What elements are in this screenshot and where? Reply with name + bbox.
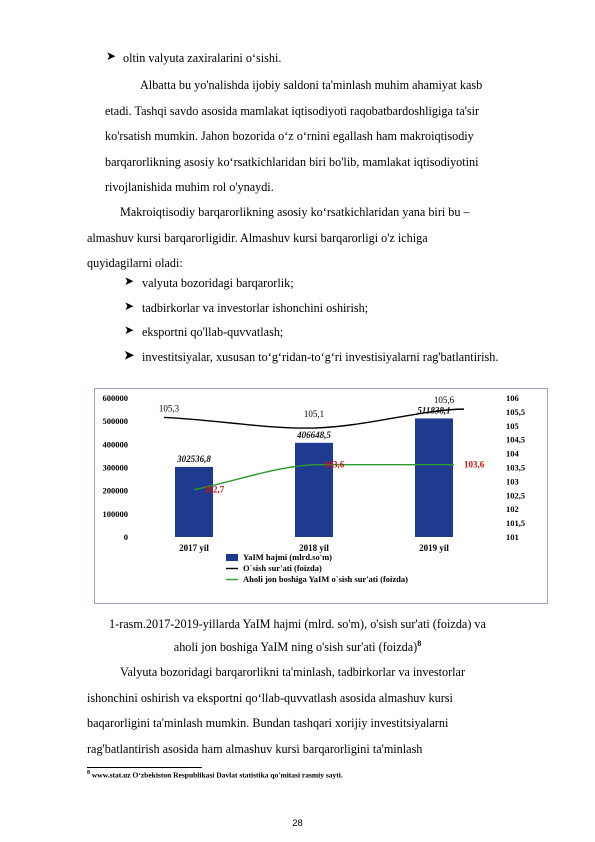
footnote [87, 770, 343, 780]
page-number: 28 [292, 818, 303, 829]
bar [295, 443, 333, 537]
right-axis-tick-label: 106 [506, 393, 519, 403]
figure-caption-line-1: 1-rasm.2017-2019-yillarda YaIM hajmi (mlrd. so'm), o'sish sur'ati (foizda) va [109, 617, 486, 631]
legend-label: Aholi jon boshiga YaIM o`sish sur'ati (foizda) [243, 574, 408, 584]
footnote-mark: 8 [87, 770, 90, 776]
growth-rate-label: 105,1 [303, 409, 325, 420]
bar-data-label: 511838,1 [417, 405, 451, 416]
text-line: almashuv kursi barqarorligidir. Almashuv kursi barqarorligi o'z ichiga [87, 230, 428, 245]
text-line: Makroiqtisodiy barqarorlikning asosiy ko‘rsatkichlaridan yana biri bu – [120, 205, 470, 219]
arrow-bullet-icon: ➤ [124, 274, 135, 288]
bar [415, 418, 453, 537]
left-axis-tick-label: 100000 [102, 508, 128, 519]
right-axis-tick-label: 105 [506, 420, 519, 431]
left-axis-tick-label: 500000 [102, 416, 128, 427]
gdp-chart [94, 388, 548, 604]
text-line: barqarorlikning asosiy ko‘rsatkichlaridan biri bo'lib, mamlakat iqtisodiyotini [105, 154, 479, 169]
right-axis-tick-label: 102,5 [506, 490, 526, 501]
text-line: ko'rsatish mumkin. Jahon bozorida o‘z o‘rnini egallash ham makroiqtisodiy [105, 129, 474, 143]
per-capita-growth-label: 102,7 [204, 484, 225, 495]
legend-label: O`sish sur'ati (foizda) [243, 563, 322, 573]
arrow-bullet-icon: ➤ [124, 298, 135, 313]
bullet-text: tadbirkorlar va investorlar ishonchini oshirish; [142, 300, 369, 315]
legend-label: YaIM hajmi (mlrd.so'm) [243, 552, 333, 562]
bar [175, 467, 213, 537]
text-line: rag'batlantirish asosida ham almashuv kursi barqarorligini ta'minlash [87, 741, 423, 756]
arrow-bullet-icon: ➤ [106, 49, 117, 63]
bar-data-label: 302536,8 [177, 453, 211, 464]
x-axis-category-label: 2018 yil [299, 543, 329, 553]
growth-rate-label: 105,3 [158, 403, 180, 414]
right-axis-tick-label: 101,5 [506, 518, 526, 529]
per-capita-growth-label: 103,6 [324, 459, 345, 470]
arrow-bullet-icon: ➤ [124, 347, 135, 362]
text-line: etadi. Tashqi savdo asosida mamlakat iqtisodiyoti raqobatbardoshligiga ta'sir [105, 103, 480, 118]
right-axis-tick-label: 102 [506, 504, 519, 515]
per-capita-growth-label: 103,6 [464, 459, 485, 470]
growth-rate-label: 105,6 [433, 395, 455, 406]
bullet-text: valyuta bozoridagi barqarorlik; [142, 276, 294, 290]
right-axis-tick-label: 105,5 [506, 406, 526, 417]
right-axis-tick-label: 103,5 [506, 462, 526, 473]
top-bullet-text: oltin valyuta zaxiralarini o‘sishi. [123, 51, 282, 65]
left-axis-tick-label: 600000 [102, 393, 128, 403]
footnote-text: www.stat.uz O‘zbekiston Respublikasi Davlat statistika qo'mitasi rasmiy sayti. [91, 770, 343, 780]
x-axis-category-label: 2017 yil [179, 543, 209, 553]
right-axis-tick-label: 103 [506, 476, 519, 487]
left-axis-tick-label: 400000 [102, 439, 128, 450]
left-axis-tick-label: 300000 [102, 462, 128, 473]
bullet-text: investitsiyalar, xususan to‘g‘ridan-to‘g‘ri investisiyalarni rag'batlantirish. [142, 349, 499, 364]
text-line: Valyuta bozoridagi barqarorlikni ta'minlash, tadbirkorlar va investorlar [120, 665, 466, 679]
legend-swatch [226, 554, 238, 561]
left-axis-tick-label: 0 [123, 532, 128, 542]
figure-caption-text: aholi jon boshiga YaIM ning o'sish sur'ati (foizda) [173, 640, 418, 655]
text-line: ishonchini oshirish va eksportni qo‘llab-quvvatlash asosida almashuv kursi [87, 690, 453, 705]
arrow-bullet-icon: ➤ [124, 323, 135, 337]
text-line: quyidagilarni oladi: [87, 256, 183, 270]
text-line: rivojlanishida muhim rol o'ynaydi. [105, 180, 274, 194]
footnote-separator [87, 767, 202, 768]
bullet-text: eksportni qo'llab-quvvatlash; [142, 325, 284, 339]
text-line: Albatta bu yo'nalishda ijobiy saldoni ta'minlash muhim ahamiyat kasb [140, 78, 483, 92]
bar-data-label: 406648,5 [297, 429, 331, 440]
x-axis-category-label: 2019 yil [419, 543, 449, 553]
left-axis-tick-label: 200000 [102, 485, 128, 496]
text-line: baqarorligini ta'minlash mumkin. Bundan tashqari xorijiy investitsiyalarni [87, 716, 449, 730]
right-axis-tick-label: 101 [506, 532, 519, 542]
right-axis-tick-label: 104 [506, 448, 519, 459]
right-axis-tick-label: 104,5 [506, 434, 526, 445]
footnote-ref: 8 [417, 639, 422, 648]
figure-caption-line-2 [0, 639, 595, 655]
